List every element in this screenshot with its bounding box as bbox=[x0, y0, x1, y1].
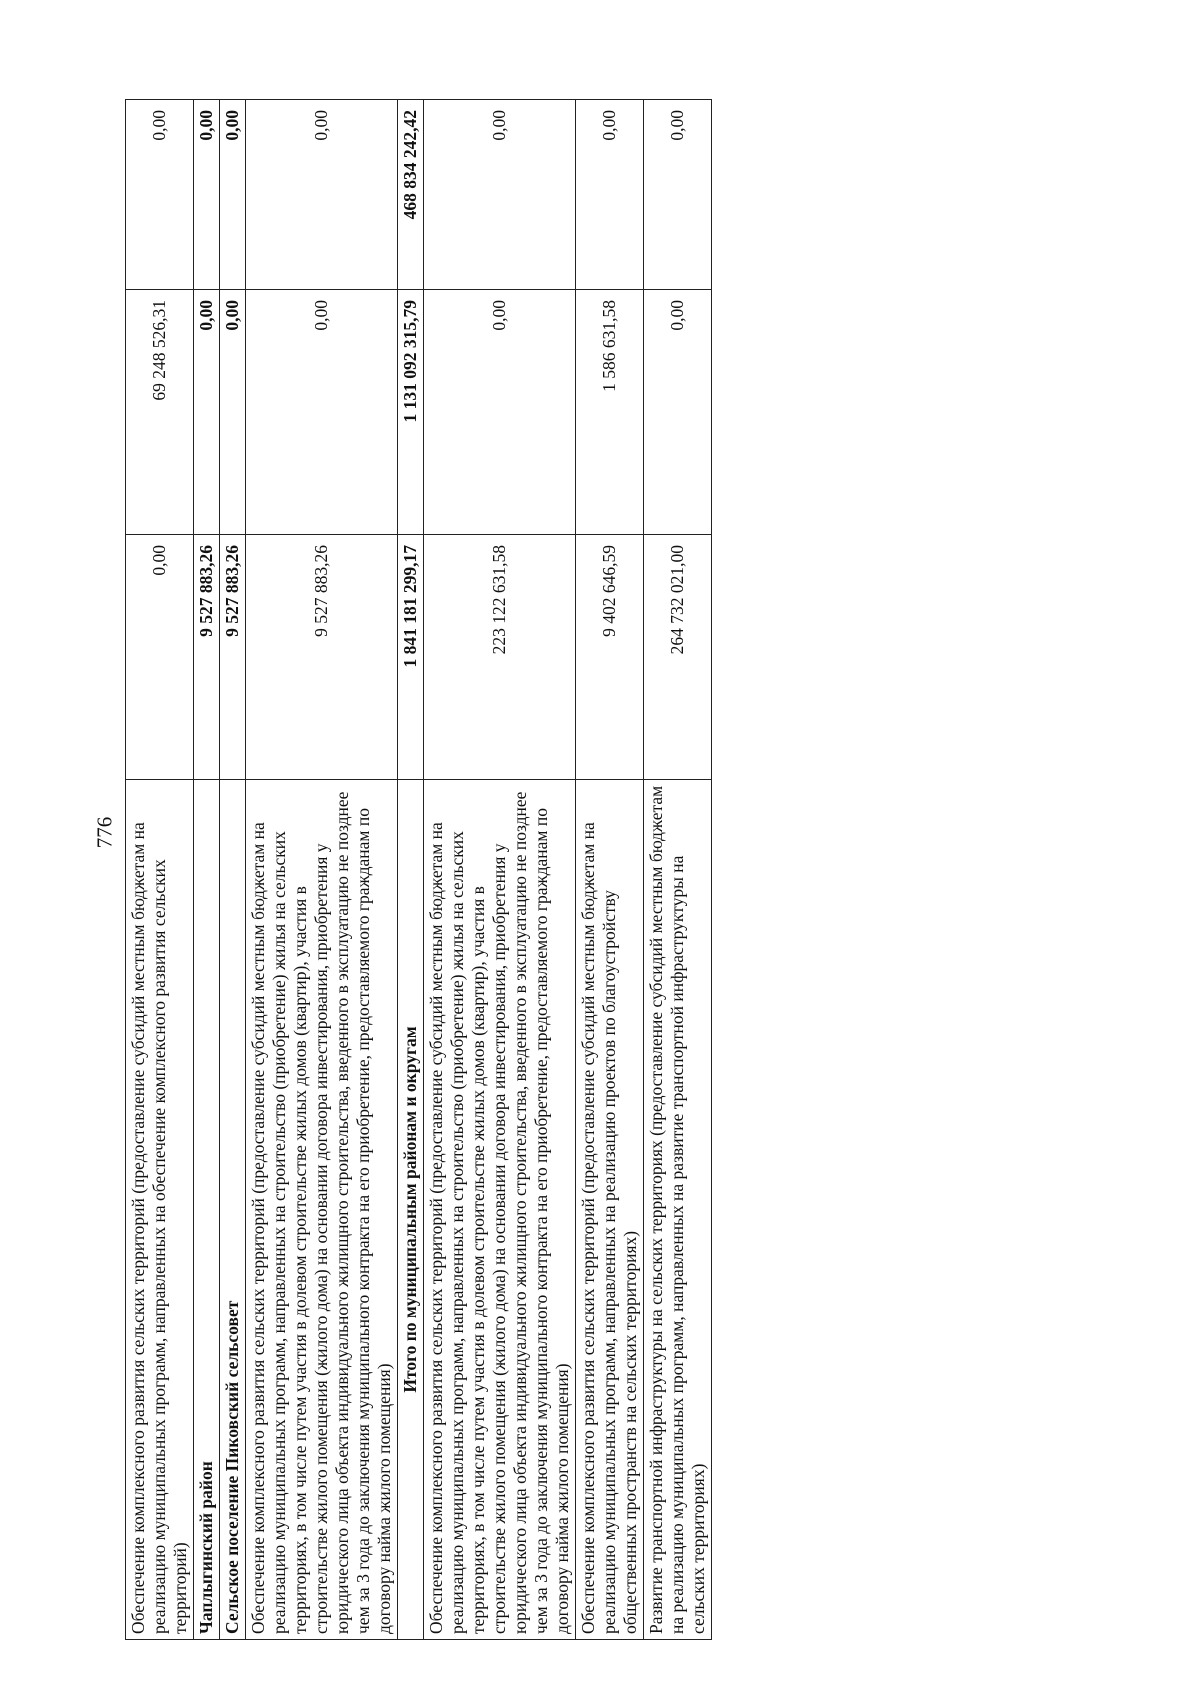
row-value-2: 0,00 bbox=[644, 290, 712, 535]
table-row bbox=[424, 100, 576, 1640]
row-value-3: 0,00 bbox=[644, 100, 712, 290]
row-description: Сельское поселение Пиковский сельсовет bbox=[220, 780, 246, 1640]
table-row-total bbox=[398, 100, 424, 1640]
row-value-2: 1 586 631,58 bbox=[576, 290, 644, 535]
table-row-settlement bbox=[220, 100, 246, 1640]
row-value-2: 0,00 bbox=[424, 290, 576, 535]
row-value-1: 9 527 883,26 bbox=[246, 535, 398, 780]
row-description: Чаплыгинский район bbox=[194, 780, 220, 1640]
row-value-3: 0,00 bbox=[194, 100, 220, 290]
row-value-1: 9 527 883,26 bbox=[194, 535, 220, 780]
row-description: Обеспечение комплексного развития сельских территорий (предоставление субсидий местным бюджетам на реализацию муниципальных программ, направленных на обеспечение комплексного развития сельских территорий) bbox=[126, 780, 194, 1640]
row-value-2: 1 131 092 315,79 bbox=[398, 290, 424, 535]
row-value-3: 0,00 bbox=[246, 100, 398, 290]
rotated-table-frame bbox=[125, 100, 1085, 1640]
page-number: 776 bbox=[92, 816, 117, 849]
row-value-2: 0,00 bbox=[194, 290, 220, 535]
row-value-2: 0,00 bbox=[246, 290, 398, 535]
row-description: Итого по муниципальным районам и округам bbox=[398, 780, 424, 1640]
table-row-district bbox=[194, 100, 220, 1640]
row-value-1: 264 732 021,00 bbox=[644, 535, 712, 780]
table-row bbox=[576, 100, 644, 1640]
row-value-2: 0,00 bbox=[220, 290, 246, 535]
row-value-3: 0,00 bbox=[576, 100, 644, 290]
row-value-3: 468 834 242,42 bbox=[398, 100, 424, 290]
table-row bbox=[246, 100, 398, 1640]
row-description: Обеспечение комплексного развития сельских территорий (предоставление субсидий местным бюджетам на реализацию муниципальных программ, направленных на строительство (приобретение) жилья на сельских территориях, в том числе путем участия в долевом строительстве жилых домов (квартир), участия в строительстве жилого помещения (жилого дома) на основании договора инвестирования, приобретения у юридического лица объекта индивидуального жилищного строительства, введенного в эксплуатацию не позднее чем за 3 года до заключения муниципального контракта на его приобретение, предоставляемого гражданам по договору найма жилого помещения) bbox=[246, 780, 398, 1640]
row-value-1: 0,00 bbox=[126, 535, 194, 780]
row-description: Обеспечение комплексного развития сельских территорий (предоставление субсидий местным бюджетам на реализацию муниципальных программ, направленных на строительство (приобретение) жилья на сельских территориях, в том числе путем участия в долевом строительстве жилых домов (квартир), участия в строительстве жилого помещения (жилого дома) на основании договора инвестирования, приобретения у юридического лица объекта индивидуального жилищного строительства, введенного в эксплуатацию не позднее чем за 3 года до заключения муниципального контракта на его приобретение, предоставляемого гражданам по договору найма жилого помещения) bbox=[424, 780, 576, 1640]
row-value-3: 0,00 bbox=[126, 100, 194, 290]
table-row bbox=[126, 100, 194, 1640]
row-description: Развитие транспортной инфраструктуры на сельских территориях (предоставление субсидий местным бюджетам на реализацию муниципальных программ, направленных на развитие транспортной инфраструктуры на сельских территориях) bbox=[644, 780, 712, 1640]
row-value-1: 1 841 181 299,17 bbox=[398, 535, 424, 780]
row-value-1: 9 402 646,59 bbox=[576, 535, 644, 780]
row-description: Обеспечение комплексного развития сельских территорий (предоставление субсидий местным бюджетам на реализацию муниципальных программ, направленных на реализацию проектов по благоустройству общественных пространств на сельских территориях) bbox=[576, 780, 644, 1640]
row-value-1: 9 527 883,26 bbox=[220, 535, 246, 780]
table-row bbox=[644, 100, 712, 1640]
row-value-3: 0,00 bbox=[220, 100, 246, 290]
budget-table bbox=[125, 99, 712, 1640]
row-value-2: 69 248 526,31 bbox=[126, 290, 194, 535]
row-value-3: 0,00 bbox=[424, 100, 576, 290]
row-value-1: 223 122 631,58 bbox=[424, 535, 576, 780]
